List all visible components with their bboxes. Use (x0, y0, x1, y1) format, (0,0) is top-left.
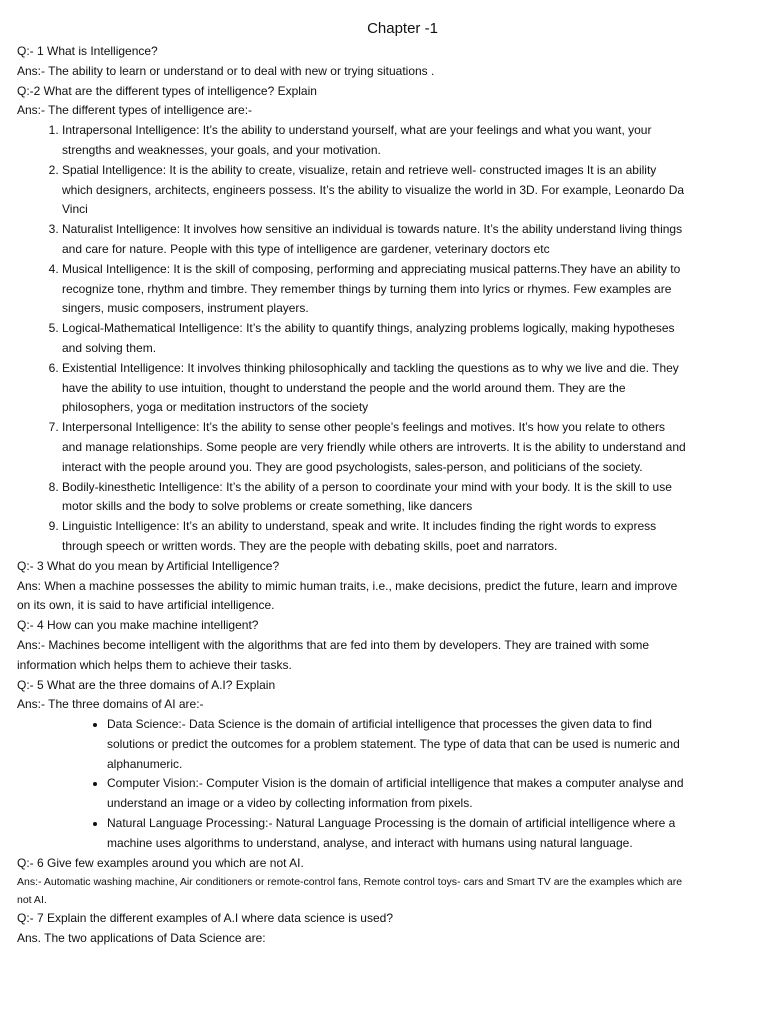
question-1: Q:- 1 What is Intelligence? (17, 44, 158, 58)
question-5: Q:- 5 What are the three domains of A.I? Explain (17, 677, 276, 692)
list-item: 6. Existential Intelligence: It involves thinking philosophically and tackling the questions as to why we live and die. They have the ability to use intuition, thought to understand the people and the world around them. They are the philosophers, yoga or meditation instructors of the society (62, 359, 688, 418)
list-item: 1. Intrapersonal Intelligence: It’s the ability to understand yourself, what are your feelings and what you want, your strengths and weaknesses, your goals, and your motivation. (62, 121, 688, 161)
question-3: Q:- 3 What do you mean by Artificial Intelligence? (17, 558, 280, 573)
question-6: Q:- 6 Give few examples around you which are not AI. (17, 855, 304, 870)
list-item: • Data Science:- Data Science is the domain of artificial intelligence that processes the given data to find solutions or predict the outcomes for a problem statement. The type of data that can be used is numeric and alphanumeric. (107, 715, 688, 774)
question-7: Q:- 7 Explain the different examples of A.I where data science is used? (17, 911, 393, 926)
question-4: Q:- 4 How can you make machine intelligent? (17, 618, 259, 633)
list-item: 4. Musical Intelligence: It is the skill of composing, performing and appreciating musical patterns.They have an ability to recognize tone, rhythm and timbre. They remember things by turning them into lyrics or rhymes. Few examples are singers, music composers, instrument players. (62, 260, 688, 319)
list-item: 9. Linguistic Intelligence: It’s an ability to understand, speak and write. It includes finding the right words to express through speech or written words. They are the people with debating skills, poet and narrators. (62, 517, 688, 557)
ai-domains-list (17, 715, 688, 854)
answer-1: Ans:- The ability to learn or understand or to deal with new or trying situations . (17, 63, 435, 78)
answer-6: Ans:- Automatic washing machine, Air conditioners or remote-control fans, Remote control toys- cars and Smart TV are the examples which are not AI. (17, 876, 683, 907)
list-item: • Natural Language Processing:- Natural Language Processing is the domain of artificial intelligence where a machine uses algorithms to understand, analyse, and interact with humans using natural language. (107, 814, 688, 854)
list-item: 3. Naturalist Intelligence: It involves how sensitive an individual is towards nature. It’s the ability understand living things and care for nature. People with this type of intelligence are gardener, veterinary doctors etc (62, 220, 688, 260)
list-item: • Computer Vision:- Computer Vision is the domain of artificial intelligence that makes a computer analyse and understand an image or a video by collecting information from pixels. (107, 774, 688, 814)
answer-4: Ans:- Machines become intelligent with the algorithms that are fed into them by developers. They are trained with some information which helps them to achieve their tasks. (17, 637, 650, 672)
answer-7: Ans. The two applications of Data Science are: (17, 931, 266, 946)
answer-2-intro: Ans:- The different types of intelligence are:- (17, 103, 253, 118)
list-item: 8. Bodily-kinesthetic Intelligence: It’s the ability of a person to coordinate your mind with your body. It is the skill to use motor skills and the body to solve problems or create something, like dancers (62, 478, 688, 518)
list-item: 7. Interpersonal Intelligence: It’s the ability to sense other people’s feelings and motives. It’s how you relate to others and manage relationships. Some people are very friendly while others are introverts. It is the ability to understand and interact with the people around you. They are good psychologists, sales-person, and politicians of the society. (62, 418, 688, 477)
answer-5-intro: Ans:- The three domains of AI are:- (17, 697, 204, 712)
question-2: Q:-2 What are the different types of intelligence? Explain (17, 83, 317, 98)
chapter-title: Chapter -1 (367, 20, 438, 37)
list-item: 5. Logical-Mathematical Intelligence: It’s the ability to quantify things, analyzing problems logically, making hypotheses and solving them. (62, 319, 688, 359)
intelligence-types-list (17, 121, 688, 557)
list-item: 2. Spatial Intelligence: It is the ability to create, visualize, retain and retrieve well- constructed images It is an ability which designers, architects, engineers possess. It’s the ability to visualize the world in 3D. For example, Leonardo Da Vinci (62, 161, 688, 220)
answer-3: Ans: When a machine possesses the ability to mimic human traits, i.e., make decisions, predict the future, learn and improve on its own, it is said to have artificial intelligence. (17, 578, 678, 613)
